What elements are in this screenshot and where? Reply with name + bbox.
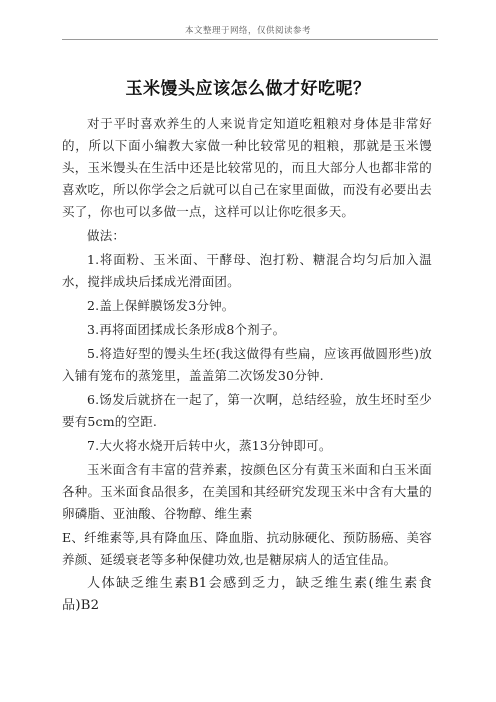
- header-note: 本文整理于网络，仅供阅读参考: [184, 26, 311, 36]
- paragraph-nutrition: 玉米面含有丰富的营养素，按颜色区分有黄玉米面和白玉米面各种。玉米面食品很多，在美国和其经研究发现玉米中含有大量的卵磷脂、亚油酸、谷物醇、维生素: [62, 462, 432, 521]
- paragraph-vitamins: 人体缺乏维生素B1会感到乏力，缺乏维生素(维生素食品)B2: [62, 576, 432, 613]
- paragraph-step-1: 1.将面粉、玉米面、干酵母、泡打粉、糖混合均匀后加入温水，搅拌成块后揉成光滑面团。: [62, 252, 432, 289]
- paragraph-step-6: 6.饧发后就挤在一起了，第一次啊，总结经验，放生坯时至少要有5cm的空距.: [62, 392, 432, 429]
- paragraph-intro: 对于平时喜欢养生的人来说肯定知道吃粗粮对身体是非常好的，所以下面小编教大家做一种比较常见的粗粮，那就是玉米馒头，玉米馒头在生活中还是比较常见的，而且大部分人也都非常的喜欢吃，所以你学会之后就可以自己在家里面做，而没有必要出去买了，你也可以多做一点，这样可以让你吃很多天。: [62, 116, 432, 219]
- paragraph-step-2: 2.盖上保鲜膜饧发3分钟。: [87, 298, 235, 313]
- paragraph-benefits: E、纤维素等,具有降血压、降血脂、抗动脉硬化、预防肠癌、美容养颜、延缓衰老等多种保健功效,也是糖尿病人的适宜佳品。: [62, 530, 432, 567]
- paragraph-step-7: 7.大火将水烧开后转中火，蒸13分钟即可。: [87, 438, 332, 453]
- document-body: [62, 113, 432, 619]
- paragraph-method-heading: 做法：: [87, 228, 126, 243]
- header-divider: [62, 39, 438, 40]
- paragraph-step-3: 3.再将面团揉成长条形成8个剂子。: [87, 322, 286, 337]
- document-title: 玉米馒头应该怎么做才好吃呢？: [125, 79, 371, 99]
- paragraph-step-5: 5.将造好型的馒头生坯(我这做得有些扁，应该再做圆形些)放入铺有笼布的蒸笼里，盖盖第二次饧发30分钟.: [62, 346, 432, 383]
